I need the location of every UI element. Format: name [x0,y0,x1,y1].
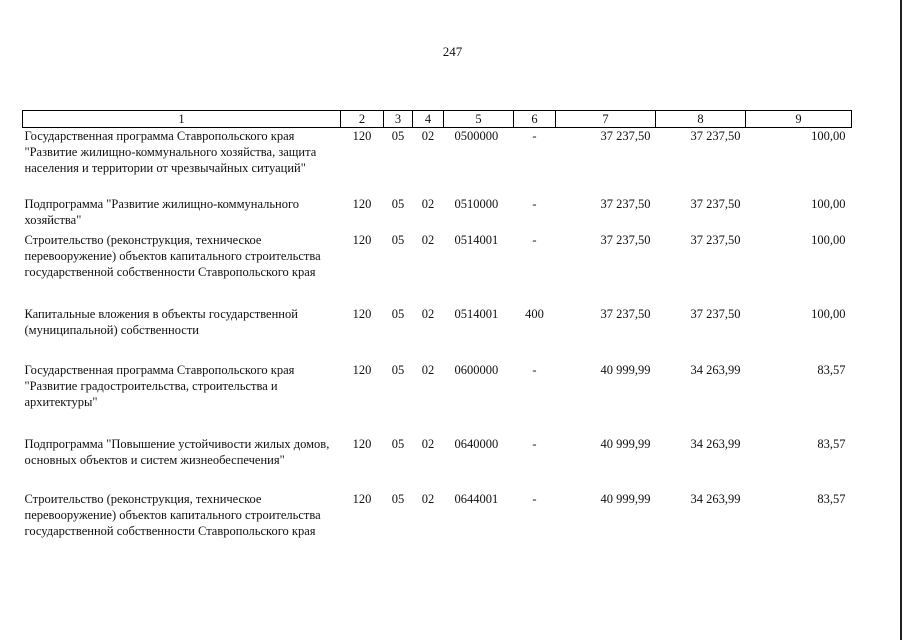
table-body [23,128,852,561]
row-col-3: 05 [391,491,405,506]
row-col-8: 37 237,50 [690,306,741,321]
row-col-3: 05 [391,436,405,451]
table-row [23,196,852,232]
row-col-7: 37 237,50 [600,129,651,143]
row-col-6: - [532,129,537,143]
table-row [23,491,852,561]
table-row [23,436,852,491]
header-col-4: 4 [413,111,444,128]
row-col-5: 0600000 [454,362,499,377]
row-col-4: 02 [421,129,435,143]
row-col-8: 37 237,50 [690,129,741,143]
row-col-8: 34 263,99 [690,491,741,506]
row-col-7: 37 237,50 [600,306,651,321]
row-col-5: 0644001 [454,491,499,506]
row-name: Строительство (реконструкция, техническое перевооружение) объектов капитального строительства государственной собственности Ставропольского края [24,491,321,538]
row-col-7: 37 237,50 [600,196,651,211]
row-col-3: 05 [391,196,405,211]
row-col-8: 37 237,50 [690,196,741,211]
row-col-7: 40 999,99 [600,491,651,506]
row-col-9: 100,00 [811,129,846,143]
row-col-9: 100,00 [811,196,846,211]
row-col-2: 120 [352,436,372,451]
row-col-2: 120 [352,491,372,506]
budget-table-container [22,110,852,561]
budget-table [22,110,852,561]
row-col-2: 120 [352,306,372,321]
row-col-6: - [532,491,537,506]
row-col-2: 120 [352,129,372,143]
table-row [23,362,852,436]
row-col-9: 83,57 [817,491,846,506]
header-col-5: 5 [444,111,514,128]
row-col-6: - [532,362,537,377]
header-col-8: 8 [656,111,746,128]
row-col-6: 400 [525,306,544,321]
header-row [23,111,852,128]
header-col-3: 3 [384,111,413,128]
row-col-5: 0640000 [454,436,499,451]
row-col-5: 0510000 [454,196,499,211]
row-col-9: 100,00 [811,232,846,247]
row-col-5: 0514001 [454,232,499,247]
row-name: Подпрограмма "Развитие жилищно-коммунального хозяйства" [24,196,300,227]
row-col-6: - [532,232,537,247]
row-col-4: 02 [421,306,435,321]
row-col-4: 02 [421,232,435,247]
page-edge-line [900,0,902,640]
row-col-9: 83,57 [817,362,846,377]
table-row [23,128,852,196]
row-col-3: 05 [391,306,405,321]
header-col-7: 7 [556,111,656,128]
row-col-5: 0500000 [454,129,499,143]
row-col-8: 34 263,99 [690,436,741,451]
row-col-3: 05 [391,362,405,377]
row-col-4: 02 [421,436,435,451]
row-col-4: 02 [421,491,435,506]
header-col-9: 9 [746,111,852,128]
row-name: Государственная программа Ставропольского края "Развитие жилищно-коммунального хозяйства, защита населения и территории от чрезвычайных ситуаций" [24,129,317,175]
row-col-7: 40 999,99 [600,436,651,451]
row-col-5: 0514001 [454,306,499,321]
row-name: Подпрограмма "Повышение устойчивости жилых домов, основных объектов и систем жизнеобеспечения" [24,436,330,467]
row-name: Капитальные вложения в объекты государственной (муниципальной) собственности [24,306,298,337]
header-col-2: 2 [341,111,384,128]
row-col-6: - [532,196,537,211]
row-col-7: 40 999,99 [600,362,651,377]
row-name: Государственная программа Ставропольского края "Развитие градостроительства, строительства и архитектуры" [24,362,295,409]
row-col-3: 05 [391,129,405,143]
row-name: Строительство (реконструкция, техническое перевооружение) объектов капитального строительства государственной собственности Ставропольского края [24,232,321,279]
row-col-2: 120 [352,232,372,247]
row-col-9: 83,57 [817,436,846,451]
row-col-6: - [532,436,537,451]
row-col-8: 34 263,99 [690,362,741,377]
table-row [23,306,852,362]
table-row [23,232,852,306]
header-col-1: 1 [23,111,341,128]
row-col-2: 120 [352,196,372,211]
row-col-8: 37 237,50 [690,232,741,247]
row-col-3: 05 [391,232,405,247]
header-col-6: 6 [514,111,556,128]
table-header [23,111,852,128]
row-col-4: 02 [421,196,435,211]
row-col-9: 100,00 [811,306,846,321]
row-col-7: 37 237,50 [600,232,651,247]
page-number: 247 [442,44,463,59]
row-col-4: 02 [421,362,435,377]
row-col-2: 120 [352,362,372,377]
